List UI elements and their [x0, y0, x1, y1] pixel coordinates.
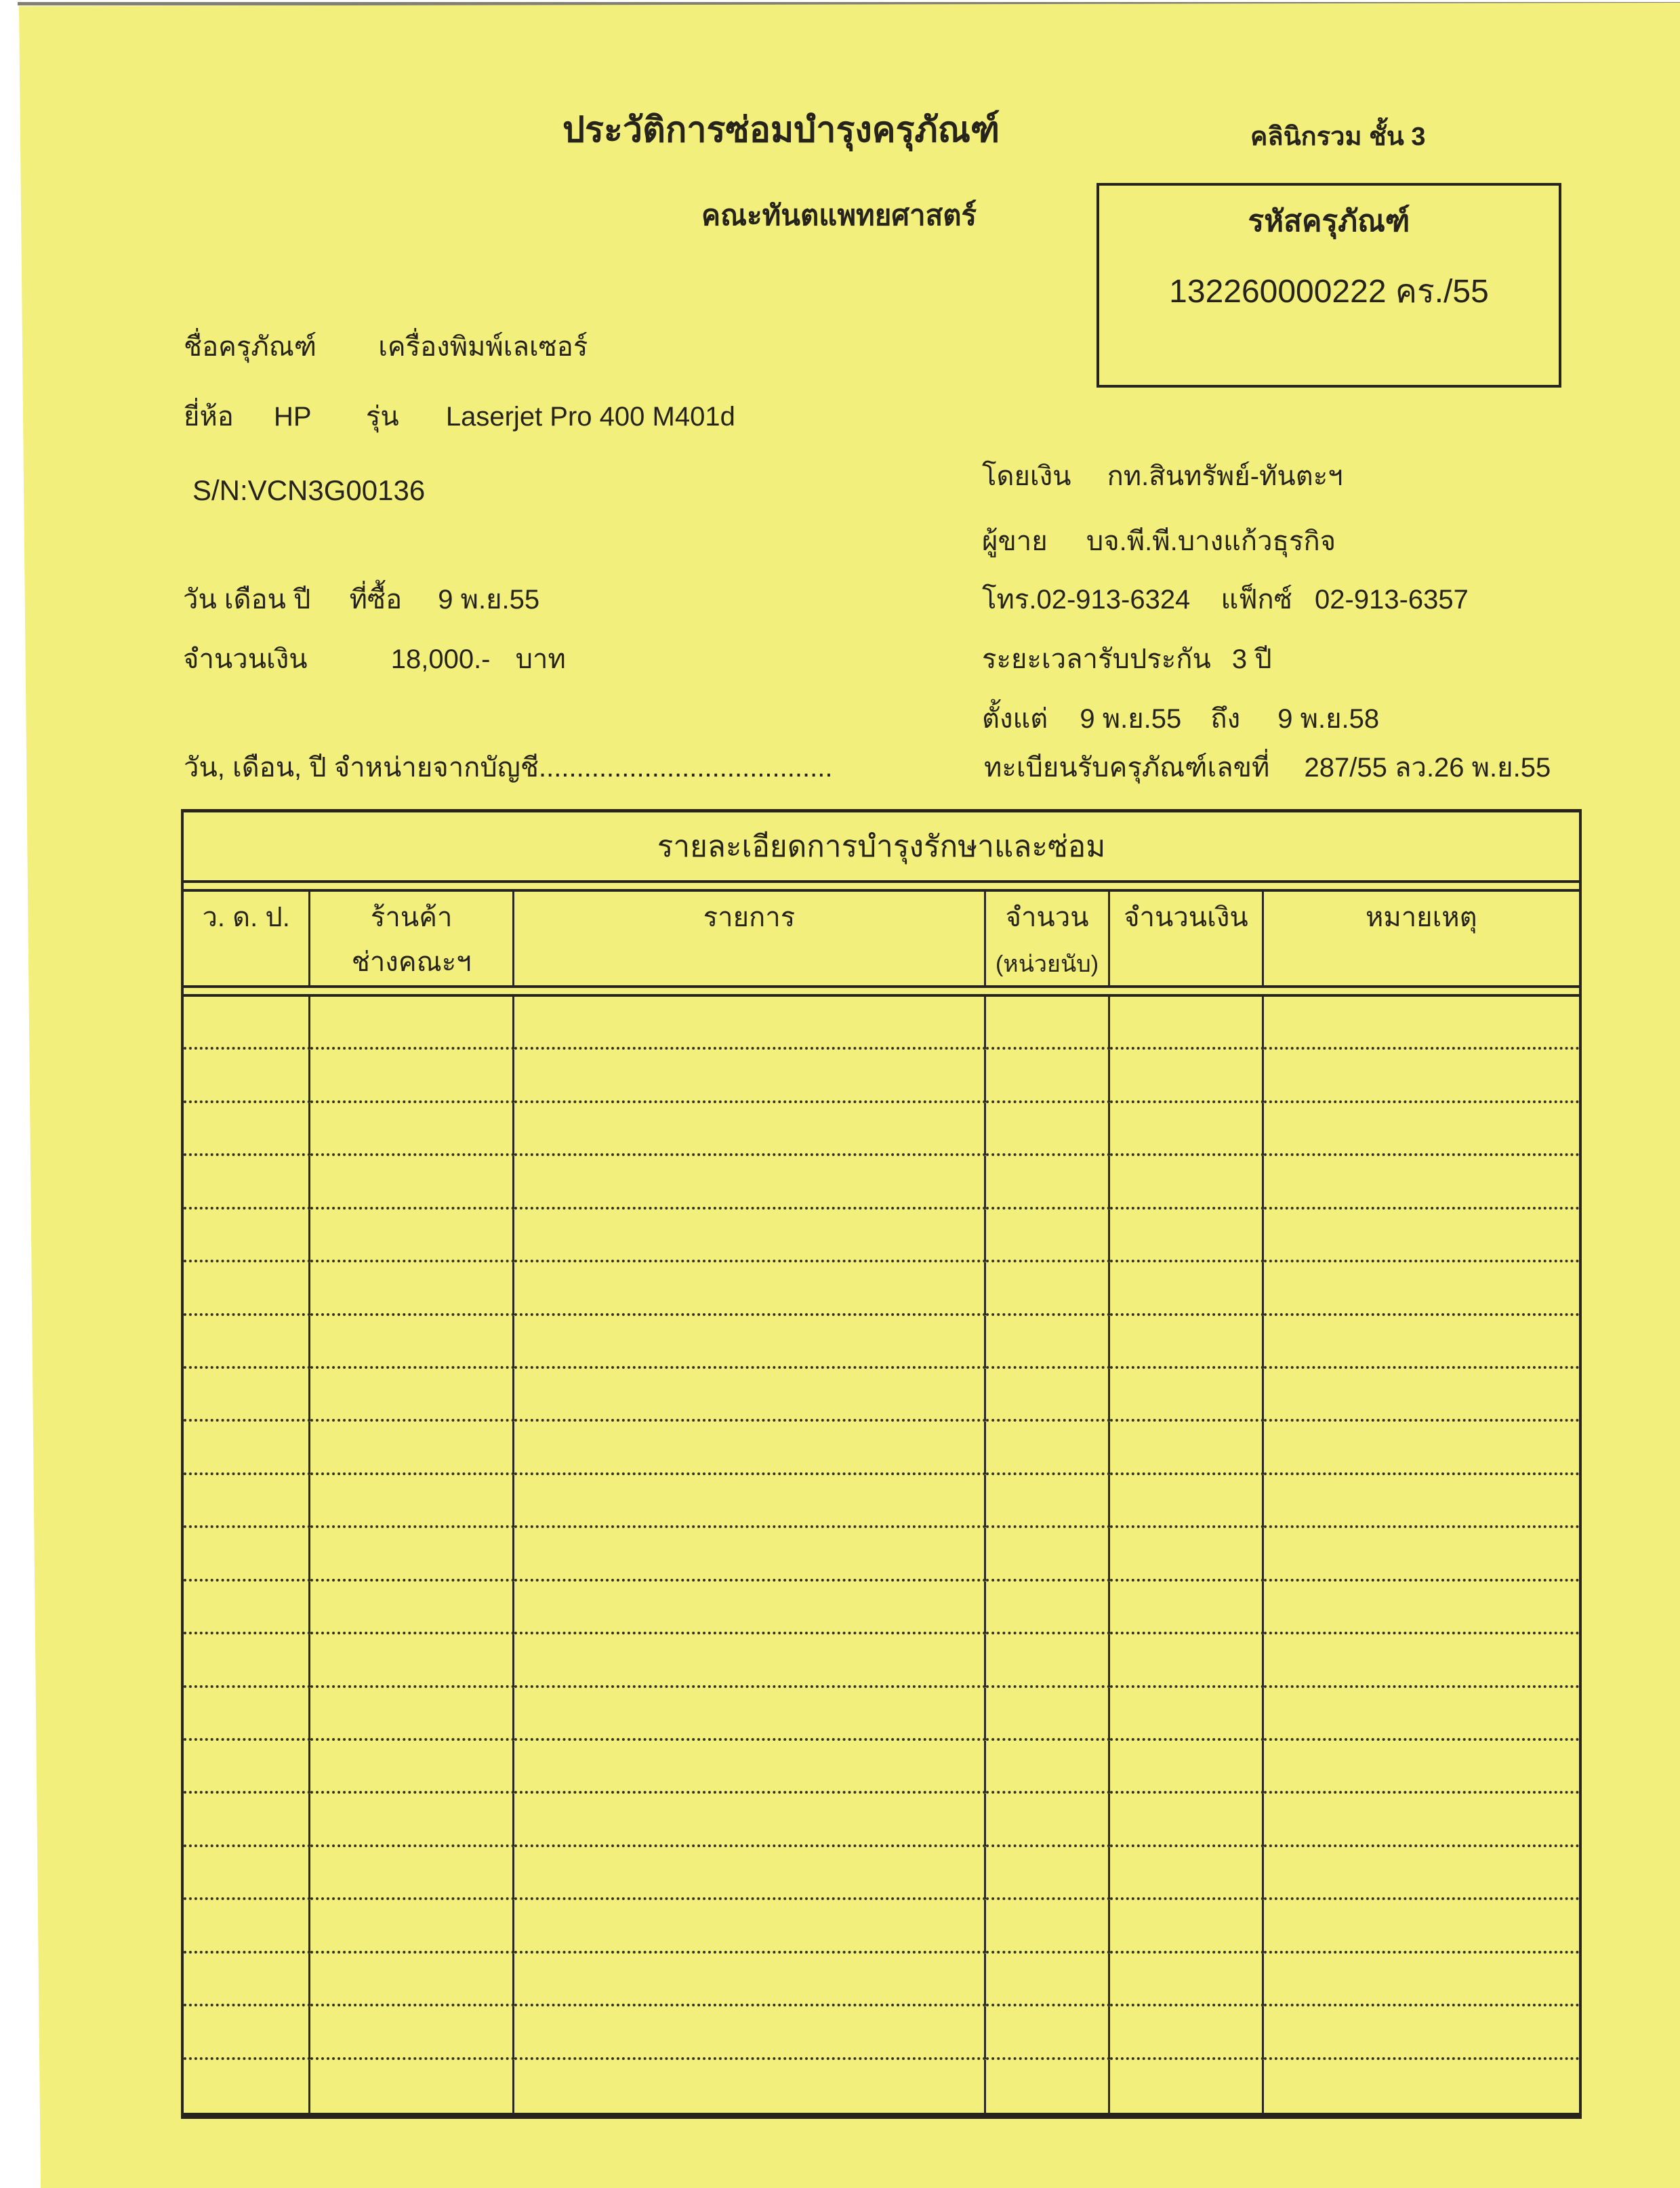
warranty-label: ระยะเวลารับประกัน [982, 644, 1211, 674]
table-empty-cell [1110, 2006, 1263, 2059]
table-empty-cell [986, 1156, 1110, 1209]
equipment-name-label: ชื่อครุภัณฑ์ [184, 332, 317, 362]
table-empty-cell [184, 1582, 310, 1634]
table-empty-cell [1264, 1741, 1579, 1794]
table-empty-cell [310, 1794, 514, 1846]
table-empty-cell [184, 1210, 310, 1262]
vendor-value: บจ.พี.พี.บางแก้วธุรกิจ [1086, 527, 1336, 556]
faculty-label: คณะทันตแพทยศาสตร์ [701, 199, 977, 231]
table-empty-cell [310, 1847, 514, 1900]
table-empty-cell [514, 1262, 986, 1315]
table-empty-cell [1264, 1582, 1579, 1634]
table-empty-cell [986, 1688, 1110, 1741]
table-empty-cell [1264, 1210, 1579, 1262]
purchase-date-line [183, 580, 539, 619]
table-empty-cell [986, 1954, 1110, 2006]
table-empty-cell [184, 1688, 310, 1741]
column-header-quantity [986, 892, 1110, 985]
table-header-row [184, 892, 1579, 988]
table-empty-cell [1264, 1475, 1579, 1528]
table-empty-cell [184, 1369, 310, 1422]
table-empty-cell [184, 1900, 310, 1953]
table-empty-cell [1110, 1847, 1263, 1900]
table-empty-cell [1264, 1688, 1579, 1741]
table-empty-cell [184, 1954, 310, 2006]
table-empty-cell [1110, 1210, 1263, 1262]
disposal-dotted-blank: ....................................... [539, 753, 833, 783]
table-empty-cell [986, 1582, 1110, 1634]
table-empty-cell [184, 1847, 310, 1900]
phone-fax-line [982, 580, 1469, 619]
table-empty-cell [514, 1794, 986, 1846]
equipment-name-value: เครื่องพิมพ์เลเซอร์ [378, 332, 588, 362]
table-empty-cell [184, 1316, 310, 1369]
table-empty-cell [1264, 1634, 1579, 1687]
amount-label: จำนวนเงิน [183, 644, 308, 674]
table-empty-cell [514, 1103, 986, 1156]
disposal-line [184, 748, 832, 787]
table-empty-cell [514, 1582, 986, 1634]
table-empty-cell [184, 1103, 310, 1156]
table-empty-cell [1110, 997, 1263, 1050]
table-empty-cell [184, 1475, 310, 1528]
table-empty-cell [1264, 1050, 1579, 1102]
purchase-date-label: วัน เดือน ปี [183, 585, 311, 615]
phone-value: โทร.02-913-6324 [982, 585, 1191, 615]
table-empty-cell [310, 1900, 514, 1953]
table-empty-cell [1110, 1422, 1263, 1474]
table-empty-cell [1264, 997, 1579, 1050]
table-empty-cell [310, 1528, 514, 1581]
amount-unit: บาท [515, 644, 566, 674]
table-empty-cell [184, 2006, 310, 2059]
table-empty-cell [1110, 1475, 1263, 1528]
table-empty-cell [310, 1262, 514, 1315]
table-empty-cell [986, 2060, 1110, 2113]
table-empty-cell [184, 1422, 310, 1474]
table-empty-cell [986, 1847, 1110, 1900]
disposal-label: วัน, เดือน, ปี จำหน่ายจากบัญชี [184, 753, 539, 783]
table-empty-cell [1110, 1634, 1263, 1687]
asset-code-label: รหัสครุภัณฑ์ [1248, 205, 1410, 238]
table-empty-cell [184, 1528, 310, 1581]
brand-value: HP [273, 402, 311, 432]
column-header-label: จำนวน [1005, 903, 1089, 932]
register-value: 287/55 ลว.26 พ.ย.55 [1304, 753, 1551, 783]
table-empty-cell [986, 1741, 1110, 1794]
equipment-name-line [184, 327, 588, 367]
warranty-period-line [982, 699, 1379, 739]
table-empty-cell [310, 1582, 514, 1634]
model-value: Laserjet Pro 400 M401d [445, 402, 735, 432]
table-empty-cell [1110, 1262, 1263, 1315]
table-empty-cell [310, 1688, 514, 1741]
column-header-label: ร้านค้า [370, 903, 453, 932]
column-header-sublabel: (หน่วยนับ) [995, 951, 1099, 978]
table-body [184, 997, 1579, 2113]
warranty-value: 3 ปี [1231, 644, 1272, 674]
column-header-sublabel: ช่างคณะฯ [351, 947, 472, 977]
table-empty-cell [1110, 1369, 1263, 1422]
brand-model-line [184, 397, 735, 436]
table-empty-cell [514, 2006, 986, 2059]
table-empty-cell [514, 1369, 986, 1422]
table-empty-cell [1264, 1847, 1579, 1900]
asset-code-value: 132260000222 คร./55 [1169, 273, 1489, 310]
register-label: ทะเบียนรับครุภัณฑ์เลขที่ [984, 753, 1270, 783]
amount-line [183, 640, 566, 679]
table-empty-cell [1264, 1262, 1579, 1315]
column-header-remarks [1264, 892, 1579, 985]
table-empty-cell [986, 1475, 1110, 1528]
table-empty-cell [184, 997, 310, 1050]
column-header-shop [310, 892, 514, 985]
column-header-item [514, 892, 986, 985]
table-empty-cell [310, 1316, 514, 1369]
table-empty-cell [184, 1156, 310, 1209]
table-empty-cell [184, 1262, 310, 1315]
table-empty-cell [184, 1634, 310, 1687]
table-empty-cell [514, 997, 986, 1050]
table-title: รายละเอียดการบำรุงรักษาและซ่อม [184, 812, 1579, 883]
table-empty-cell [310, 997, 514, 1050]
brand-label: ยี่ห้อ [184, 402, 234, 432]
table-empty-cell [986, 1262, 1110, 1315]
table-empty-cell [986, 1794, 1110, 1846]
table-empty-cell [1110, 1688, 1263, 1741]
table-empty-cell [1264, 1156, 1579, 1209]
document-title: ประวัติการซ่อมบำรุงครุภัณฑ์ [562, 110, 1000, 150]
to-label: ถึง [1210, 704, 1241, 734]
table-empty-cell [986, 997, 1110, 1050]
table-empty-cell [1110, 1582, 1263, 1634]
table-empty-cell [986, 1316, 1110, 1369]
table-empty-cell [514, 1475, 986, 1528]
table-empty-cell [310, 1741, 514, 1794]
fund-value: กท.สินทรัพย์-ทันตะฯ [1107, 461, 1343, 491]
table-empty-cell [514, 2060, 986, 2113]
purchase-date-label2: ที่ซื้อ [349, 585, 403, 615]
table-empty-cell [1264, 2060, 1579, 2113]
table-empty-cell [1110, 1050, 1263, 1102]
table-empty-cell [310, 1103, 514, 1156]
table-empty-cell [986, 1528, 1110, 1581]
table-empty-cell [986, 1634, 1110, 1687]
table-empty-cell [1110, 1900, 1263, 1953]
column-header-label: ว. ด. ป. [202, 903, 290, 932]
table-empty-cell [310, 2060, 514, 2113]
table-empty-cell [986, 2006, 1110, 2059]
column-header-date [184, 892, 310, 985]
since-from: 9 พ.ย.55 [1080, 704, 1182, 734]
table-empty-cell [1264, 1103, 1579, 1156]
table-empty-cell [1110, 2060, 1263, 2113]
clinic-label: คลินิกรวม ชั้น 3 [1250, 123, 1426, 151]
table-empty-cell [514, 1316, 986, 1369]
column-header-label: รายการ [703, 903, 796, 932]
table-empty-cell [514, 1741, 986, 1794]
vendor-line [982, 522, 1336, 561]
table-empty-cell [1110, 1954, 1263, 2006]
table-empty-cell [1264, 1528, 1579, 1581]
table-empty-cell [986, 1210, 1110, 1262]
table-empty-cell [514, 1210, 986, 1262]
table-empty-cell [1264, 1954, 1579, 2006]
table-empty-cell [986, 1369, 1110, 1422]
table-empty-cell [986, 1422, 1110, 1474]
table-empty-cell [310, 1634, 514, 1687]
column-header-label: จำนวนเงิน [1124, 903, 1248, 932]
table-empty-cell [514, 1954, 986, 2006]
since-to: 9 พ.ย.58 [1277, 704, 1380, 734]
model-label: รุ่น [365, 402, 399, 432]
table-double-rule-2 [184, 988, 1579, 997]
serial-number: S/N:VCN3G00136 [192, 474, 426, 506]
table-empty-cell [1264, 1794, 1579, 1846]
warranty-line [982, 640, 1272, 679]
table-empty-cell [514, 1847, 986, 1900]
purchase-date-value: 9 พ.ย.55 [438, 585, 540, 615]
vendor-label: ผู้ขาย [982, 527, 1048, 556]
table-empty-cell [514, 1634, 986, 1687]
fax-label: แฟ็กซ์ [1221, 585, 1292, 615]
table-empty-cell [184, 1050, 310, 1102]
table-empty-cell [1264, 2006, 1579, 2059]
table-empty-cell [310, 1954, 514, 2006]
table-empty-cell [310, 1156, 514, 1209]
table-empty-cell [310, 1210, 514, 1262]
table-empty-cell [310, 1369, 514, 1422]
table-empty-cell [514, 1050, 986, 1102]
table-empty-cell [184, 1741, 310, 1794]
asset-code-box [1097, 183, 1561, 388]
table-empty-cell [184, 2060, 310, 2113]
table-empty-cell [514, 1156, 986, 1209]
table-empty-cell [514, 1688, 986, 1741]
fund-label: โดยเงิน [982, 461, 1071, 491]
table-empty-cell [310, 1422, 514, 1474]
table-empty-cell [310, 2006, 514, 2059]
table-empty-cell [1110, 1103, 1263, 1156]
table-empty-cell [1110, 1156, 1263, 1209]
table-empty-cell [184, 1794, 310, 1846]
table-empty-cell [310, 1050, 514, 1102]
table-empty-cell [1110, 1528, 1263, 1581]
table-empty-cell [1264, 1900, 1579, 1953]
table-empty-cell [514, 1422, 986, 1474]
column-header-amount [1110, 892, 1263, 985]
table-empty-cell [1264, 1316, 1579, 1369]
since-label: ตั้งแต่ [982, 704, 1048, 734]
table-empty-cell [310, 1475, 514, 1528]
table-empty-cell [986, 1103, 1110, 1156]
table-double-rule-1 [184, 883, 1579, 892]
table-empty-cell [514, 1900, 986, 1953]
table-empty-cell [986, 1900, 1110, 1953]
register-line [984, 748, 1551, 787]
table-empty-cell [986, 1050, 1110, 1102]
table-empty-cell [1110, 1316, 1263, 1369]
table-empty-cell [1264, 1422, 1579, 1474]
table-empty-cell [514, 1528, 986, 1581]
column-header-label: หมายเหตุ [1365, 903, 1477, 932]
fax-value: 02-913-6357 [1315, 585, 1469, 615]
amount-value: 18,000.- [390, 644, 491, 674]
maintenance-table [181, 809, 1582, 2119]
table-empty-cell [1264, 1369, 1579, 1422]
table-empty-cell [1110, 1741, 1263, 1794]
table-empty-cell [1110, 1794, 1263, 1846]
fund-line [982, 457, 1343, 496]
